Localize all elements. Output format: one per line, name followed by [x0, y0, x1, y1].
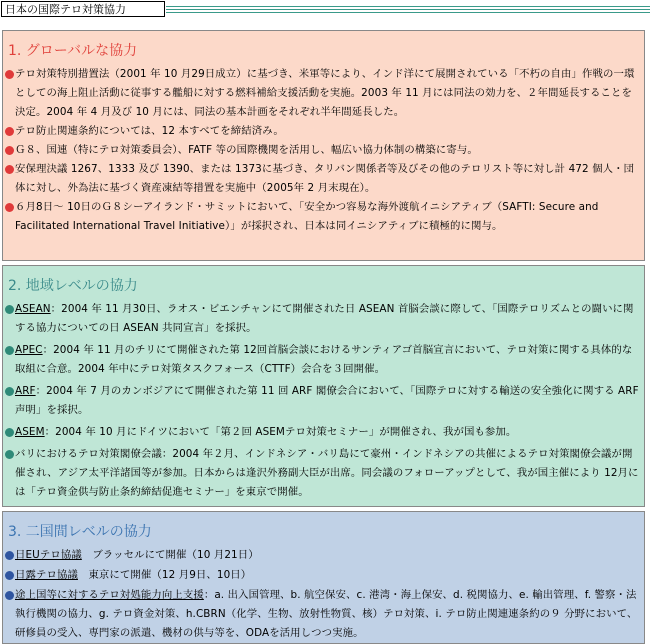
list-item	[3, 300, 644, 338]
list-item	[3, 198, 644, 236]
item-text: ：2004 年 11 月のチリにて開催された第 12回首脳会談におけるサンティアゴ首脳宣言において、テロ対策に関する具体的な取組に合意。2004 年中にテロ対策タスクフォース（CTTF）会合を３回開催。	[15, 344, 633, 375]
item-text: バリにおけるテロ対策閣僚会議：2004 年２月、インドネシア・バリ島にて豪州・インドネシアの共催によるテロ対策閣僚会議が開催され、アジア太平洋諸国等が参加。日本からは逢沢外務副大臣が出席。同会議のフォローアップとして、我が国主催により 12月には「テロ資金供与防止条約締結促進セミナー」を東京で開催。	[15, 448, 639, 498]
section-heading: 3. 二国間レベルの協力	[8, 524, 152, 540]
list-item	[3, 423, 644, 442]
item-label-link[interactable]: 途上国等に対するテロ対処能力向上支援	[15, 589, 204, 601]
bullet-icon	[5, 305, 14, 314]
bullet-icon	[5, 450, 14, 459]
item-text: ：a. 出入国管理、b. 航空保安、c. 港湾・海上保安、d. 税関協力、e. 輸出管理、f. 警察・法執行機関の協力、g. テロ資金対策、h.CBRN（化学、生物、放射性物質、核）テロ対策、i. テロ防止関連連条約の９ 分野において、研修員の受入、専門家の派遣、機材の供与等を、ODAを活用しつつ実施。	[15, 589, 638, 639]
list-item	[3, 566, 644, 585]
bullet-icon	[5, 571, 14, 580]
list-item	[3, 382, 644, 420]
list-item	[3, 586, 644, 643]
list-item	[3, 445, 644, 502]
item-label-link[interactable]: ASEM	[15, 426, 45, 438]
title-decoration-lines	[166, 6, 650, 22]
bullet-icon	[5, 551, 14, 560]
list-item	[3, 65, 644, 122]
bullet-icon	[5, 428, 14, 437]
bullet-icon	[5, 591, 14, 600]
list-item	[3, 160, 644, 198]
bullet-icon	[5, 127, 14, 136]
item-label-link[interactable]: APEC	[15, 344, 43, 356]
item-text: テロ対策特別措置法（2001 年 10 月29日成立）に基づき、米軍等により、インド洋にて展開されている「不朽の自由」作戦の一環としての海上阻止活動に従事する艦船に対する燃料補給支援活動を実施。2003 年 11 月には同法の効力を、２年間延長することを決定。2004 年 4 月及び 10 月には、同法の基本計画をそれぞれ半年間延長した。	[15, 68, 635, 118]
list-item	[3, 141, 644, 160]
list-item	[3, 546, 644, 565]
item-label-link[interactable]: ARF	[15, 385, 36, 397]
section-global	[2, 30, 645, 261]
item-text: Ｇ８、国連（特にテロ対策委員会）、FATF 等の国際機関を活用し、幅広い協力体制の構築に寄与。	[15, 144, 478, 156]
bullet-icon	[5, 165, 14, 174]
item-text: ：2004 年 10 月にドイツにおいて「第２回 ASEMテロ対策セミナー」が開催され、我が国も参加。	[44, 426, 517, 438]
item-label-link[interactable]: ASEAN	[15, 303, 51, 315]
page-title: 日本の国際テロ対策協力	[1, 1, 165, 17]
bullet-icon	[5, 387, 14, 396]
item-text: ブラッセルにて開催（10 月21日）	[81, 549, 259, 561]
bullet-icon	[5, 203, 14, 212]
section-bilateral	[2, 511, 645, 644]
section-heading: 2. 地域レベルの協力	[8, 278, 138, 294]
list-item	[3, 341, 644, 379]
section-regional	[2, 265, 645, 507]
bullet-icon	[5, 346, 14, 355]
bullet-icon	[5, 146, 14, 155]
item-label-link[interactable]: 日露テロ協議	[15, 569, 78, 581]
section-heading: 1. グローバルな協力	[8, 43, 138, 59]
item-text: ：2004 年 7 月のカンボジアにて開催された第 11 回 ARF 閣僚会合において、「国際テロに対する輸送の安全強化に関する ARF 声明」を採択。	[15, 385, 639, 416]
item-text: ：2004 年 11 月30日、ラオス・ビエンチャンにて開催された日 ASEAN 首脳会談に際して、「国際テロリズムとの闘いに関する協力についての日 ASEAN 共同宣言」を採択。	[15, 303, 634, 334]
bullet-icon	[5, 70, 14, 79]
item-text: ６月8日～ 10日のＧ８シーアイランド・サミットにおいて、「安全かつ容易な海外渡航イニシアティブ（SAFTI: Secure and Facilitated International Travel Initiative）」が採択され、日本は同イニシアティブに積極的に関与。	[15, 201, 599, 232]
item-text: 東京にて開催（12 月9日、10日）	[77, 569, 252, 581]
item-label-link[interactable]: 日EUテロ協議	[15, 549, 82, 561]
item-text: 安保理決議 1267、1333 及び 1390、または 1373に基づき、タリバン関係者等及びその他のテロリスト等に対し計 472 個人・団体に対し、外為法に基づく資産凍結等措置を実施中（2005年 2 月末現在）。	[15, 163, 635, 194]
item-text: テロ防止関連条約については、12 本すべてを締結済み。	[15, 125, 284, 137]
list-item	[3, 122, 644, 141]
